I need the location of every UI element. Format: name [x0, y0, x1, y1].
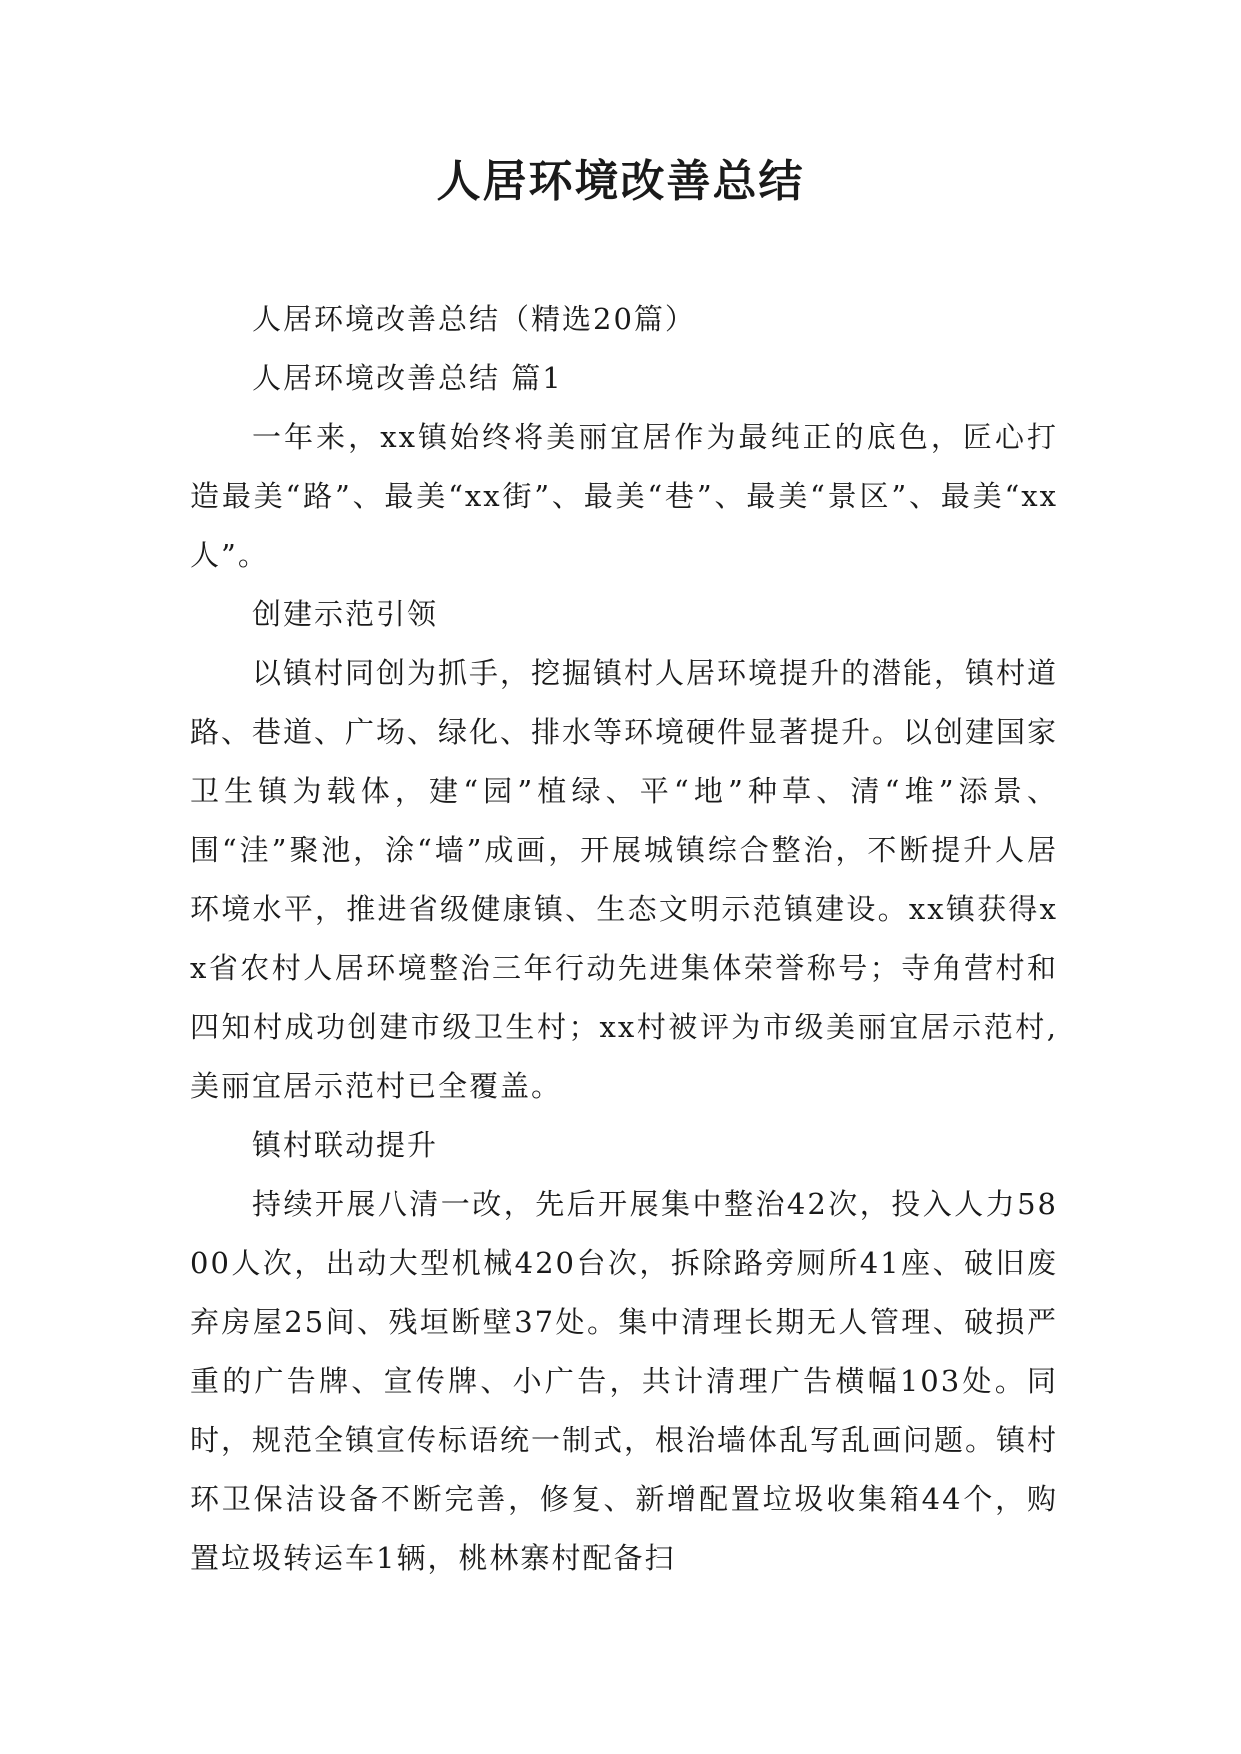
- document-title: 人居环境改善总结: [436, 156, 805, 207]
- section-heading: 镇村联动提升: [252, 1128, 439, 1162]
- document-body: [190, 290, 1058, 1588]
- body-paragraph: 持续开展八清一改，先后开展集中整治42次，投入人力5800人次，出动大型机械420台次，拆除路旁厕所41座、破旧废弃房屋25间、残垣断壁37处。集中清理长期无人管理、破损严重的广告牌、宣传牌、小广告，共计清理广告横幅103处。同时，规范全镇宣传标语统一制式，根治墙体乱写乱画问题。镇村环卫保洁设备不断完善，修复、新增配置垃圾收集箱44个，购置垃圾转运车1辆，桃林寨村配备扫: [190, 1187, 1059, 1575]
- body-paragraph: 以镇村同创为抓手，挖掘镇村人居环境提升的潜能，镇村道路、巷道、广场、绿化、排水等环境硬件显著提升。以创建国家卫生镇为载体，建“园”植绿、平“地”种草、清“堆”添景、围“洼”聚池，涂“墙”成画，开展城镇综合整治，不断提升人居环境水平，推进省级健康镇、生态文明示范镇建设。xx镇获得xx省农村人居环境整治三年行动先进集体荣誉称号；寺角营村和四知村成功创建市级卫生村；xx村被评为市级美丽宜居示范村,美丽宜居示范村已全覆盖。: [190, 656, 1059, 1103]
- document-subtitle: 人居环境改善总结（精选20篇）: [252, 302, 696, 336]
- article-heading: 人居环境改善总结 篇1: [252, 361, 563, 395]
- section-heading: 创建示范引领: [252, 597, 439, 631]
- body-paragraph: 一年来，xx镇始终将美丽宜居作为最纯正的底色，匠心打造最美“路”、最美“xx街”、最美“巷”、最美“景区”、最美“xx人”。: [190, 420, 1058, 572]
